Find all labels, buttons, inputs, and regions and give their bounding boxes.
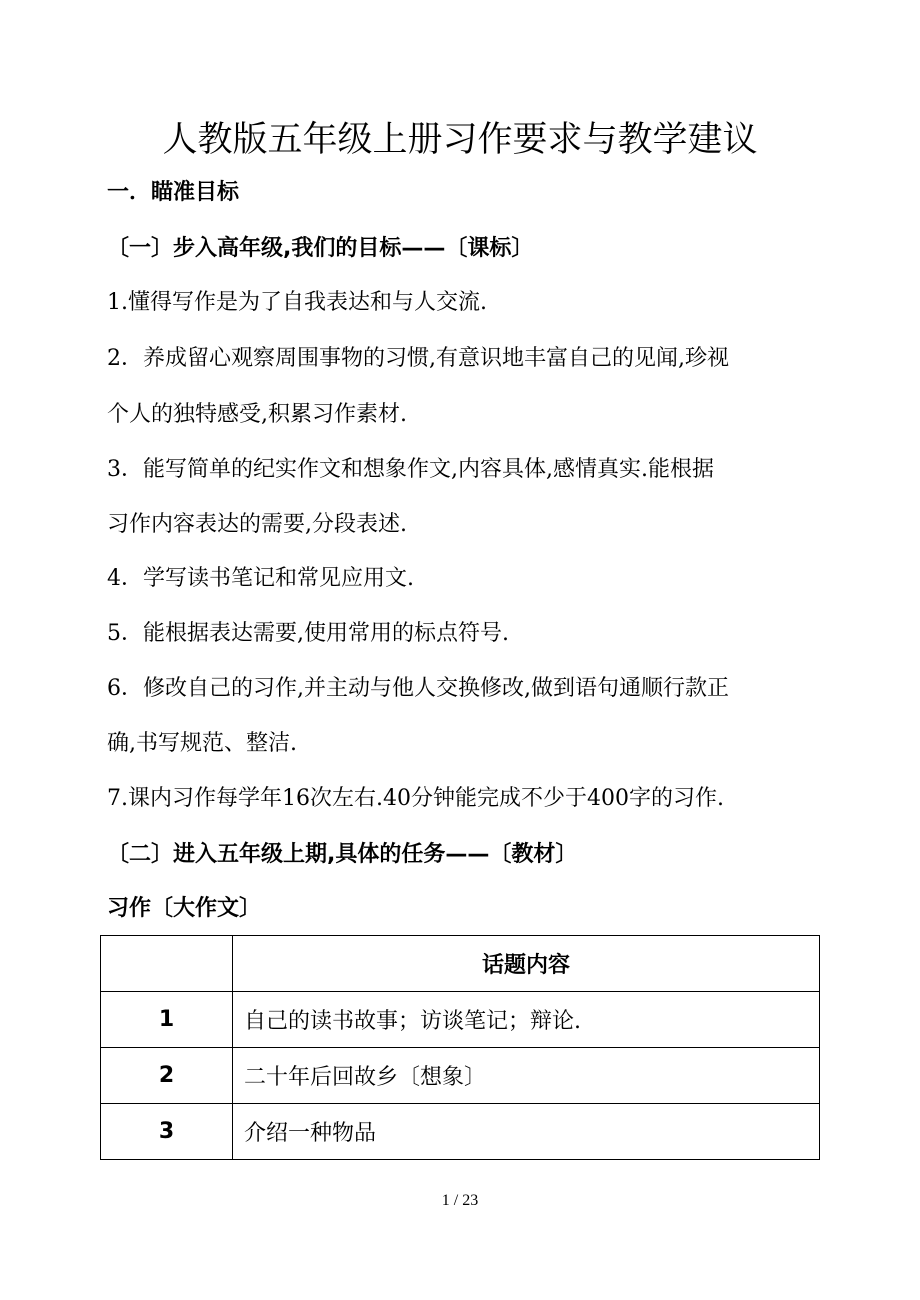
paragraph-line: 7.课内习作每学年16次左右.40分钟能完成不少于400字的习作. [107,786,724,811]
paragraph-line: 6．修改自己的习作,并主动与他人交换修改,做到语句通顺行款正 [107,676,729,701]
paragraph-line: 习作内容表达的需要,分段表述. [107,512,407,537]
paragraph-line: 确,书写规范、整洁. [107,731,297,756]
table-header-num [101,936,233,992]
document-title: 人教版五年级上册习作要求与教学建议 [162,120,758,160]
table-caption: 习作〔大作文〕 [107,896,262,921]
subsection-heading-1: 〔一〕步入高年级,我们的目标——〔课标〕 [107,236,534,261]
paragraph-line: 4．学写读书笔记和常见应用文. [107,566,414,591]
topic-table [100,935,820,1160]
paragraph-line: 5．能根据表达需要,使用常用的标点符号. [107,621,509,646]
table-row [101,992,820,1048]
table-cell-num: 2 [101,1048,233,1104]
table-header-row [101,936,820,992]
table-row [101,1048,820,1104]
table-header-topic: 话题内容 [233,936,820,992]
table-cell-content: 自己的读书故事；访谈笔记；辩论. [233,992,820,1048]
table-cell-content: 二十年后回故乡〔想象〕 [233,1048,820,1104]
section-heading-1: 一．瞄准目标 [107,180,240,205]
paragraph-line: 2．养成留心观察周围事物的习惯,有意识地丰富自己的见闻,珍视 [107,346,729,371]
page-number: 1 / 23 [441,1192,479,1209]
paragraph-line: 个人的独特感受,积累习作素材. [107,402,407,427]
table-row [101,1104,820,1160]
paragraph-line: 1.懂得写作是为了自我表达和与人交流. [107,290,487,315]
table-cell-content: 介绍一种物品 [233,1104,820,1160]
table-cell-num: 3 [101,1104,233,1160]
table-cell-num: 1 [101,992,233,1048]
subsection-heading-2: 〔二〕进入五年级上期,具体的任务——〔教材〕 [107,842,578,867]
paragraph-line: 3．能写简单的纪实作文和想象作文,内容具体,感情真实.能根据 [107,457,714,482]
